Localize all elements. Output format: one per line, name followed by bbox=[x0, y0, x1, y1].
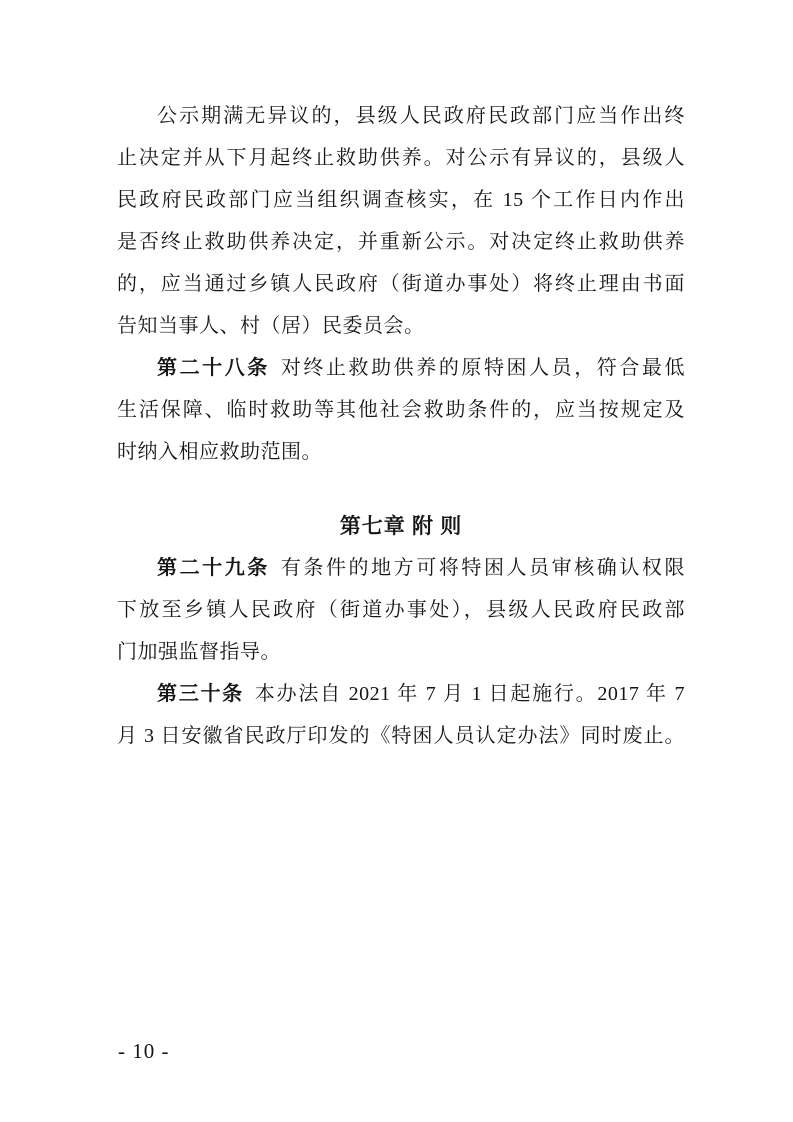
paragraph-article-30 bbox=[117, 673, 685, 757]
text-line: 告知当事人、村（居）民委员会。 bbox=[117, 315, 425, 337]
paragraph-termination-decision bbox=[117, 95, 685, 347]
paragraph-article-29 bbox=[117, 547, 685, 673]
chapter-7-heading: 第七章 附 则 bbox=[339, 514, 463, 538]
text-line: 是否终止救助供养决定，并重新公示。对决定终止救助供养 bbox=[117, 231, 685, 253]
article-29-number: 第二十九条 bbox=[157, 557, 270, 579]
text-line: 时纳入相应救助范围。 bbox=[117, 441, 322, 463]
article-30-number: 第三十条 bbox=[157, 683, 244, 705]
text-line: 月 3 日安徽省民政厅印发的《特困人员认定办法》同时废止。 bbox=[117, 725, 685, 747]
text-line: 生活保障、临时救助等其他社会救助条件的，应当按规定及 bbox=[117, 399, 685, 421]
text-line bbox=[117, 547, 685, 589]
article-29-text: 有条件的地方可将特困人员审核确认权限 bbox=[280, 557, 686, 579]
page-number: - 10 - bbox=[118, 1039, 170, 1063]
text-line: 止决定并从下月起终止救助供养。对公示有异议的，县级人 bbox=[117, 147, 685, 169]
text-line: 门加强监督指导。 bbox=[117, 641, 281, 663]
paragraph-article-28 bbox=[117, 347, 685, 473]
text-line bbox=[117, 673, 685, 715]
article-28-text: 对终止救助供养的原特困人员，符合最低 bbox=[280, 357, 686, 379]
text-line: 公示期满无异议的，县级人民政府民政部门应当作出终 bbox=[157, 105, 685, 127]
text-line: 的，应当通过乡镇人民政府（街道办事处）将终止理由书面 bbox=[117, 273, 685, 295]
text-line bbox=[117, 347, 685, 389]
article-30-text: 本办法自 2021 年 7 月 1 日起施行。2017 年 7 bbox=[254, 683, 686, 705]
document-body bbox=[117, 95, 685, 757]
text-line: 下放至乡镇人民政府（街道办事处），县级人民政府民政部 bbox=[117, 599, 685, 621]
text-line: 民政府民政部门应当组织调查核实，在 15 个工作日内作出 bbox=[117, 189, 685, 211]
article-28-number: 第二十八条 bbox=[157, 357, 270, 379]
